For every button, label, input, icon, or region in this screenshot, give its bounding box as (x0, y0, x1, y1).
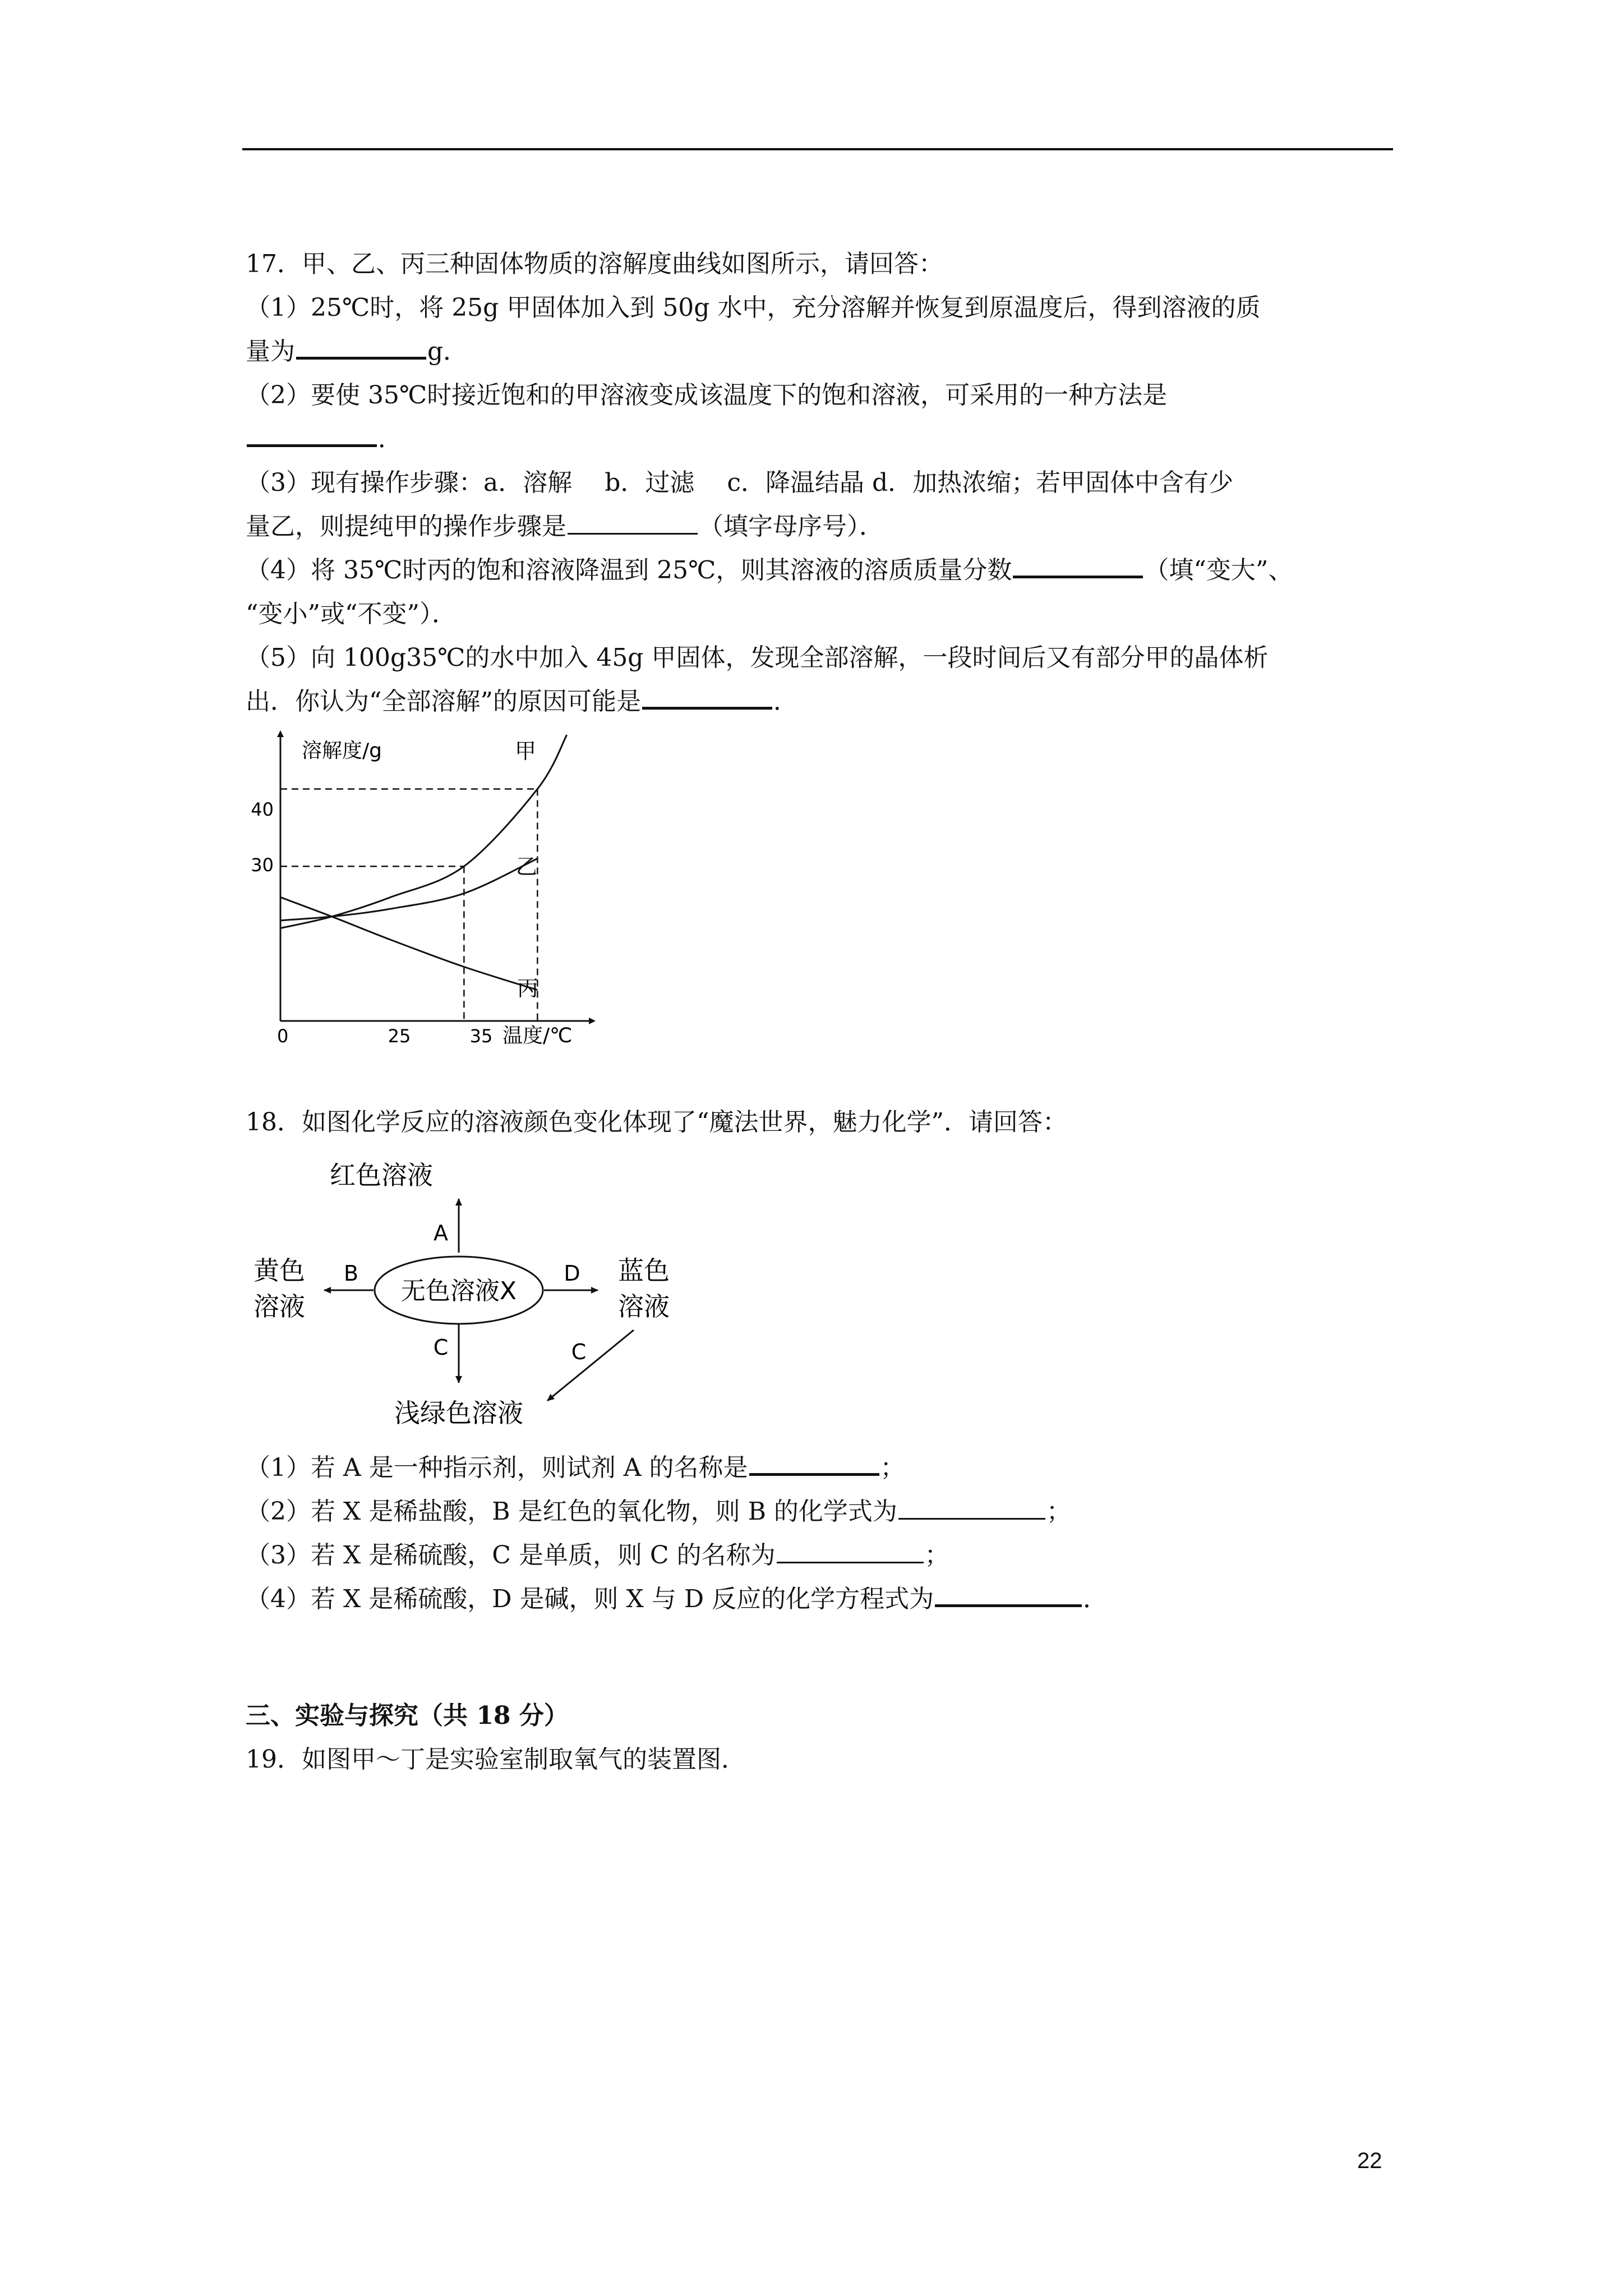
answer-blank-q17-5[interactable] (642, 682, 772, 710)
section-3-heading: 三、实验与探究（共 18 分） (246, 1701, 569, 1730)
x-tick-label-25: 25 (388, 1025, 411, 1047)
answer-blank-q18-2[interactable] (898, 1493, 1045, 1520)
q17-part1-suffix: g． (427, 337, 468, 366)
q17-part5-line2 (246, 680, 1401, 724)
q18-part2-prefix: （2）若 X 是稀盐酸，B 是红色的氧化物，则 B 的化学式为 (246, 1497, 897, 1526)
question-17 (246, 242, 1401, 724)
q17-part4-prefix: （4）将 35℃时丙的饱和溶液降温到 25℃，则其溶液的溶质质量分数 (246, 556, 1012, 585)
label-a: A (434, 1221, 448, 1245)
solubility-curve-bing (280, 897, 537, 990)
q17-part5-suffix: ． (773, 687, 798, 716)
solubility-chart (241, 724, 600, 1060)
origin-label: 0 (277, 1025, 289, 1047)
x-axis-label: 温度/℃ (502, 1024, 573, 1047)
q17-stem: 17．甲、乙、丙三种固体物质的溶解度曲线如图所示，请回答： (246, 250, 943, 278)
x-tick-label-35: 35 (469, 1025, 493, 1047)
series-label-jia: 甲 (515, 739, 537, 763)
q17-part4-line2: “变小”或“不变”）． (246, 600, 457, 628)
node-left-yellow-1: 黄色 (253, 1255, 305, 1286)
label-d: D (564, 1261, 580, 1286)
label-c-diagonal: C (571, 1340, 587, 1364)
q17-part3-line1: （3）现有操作步骤：a．溶解 b．过滤 c．降温结晶 d．加热浓缩；若甲固体中含有少 (246, 468, 1234, 497)
node-right-blue-2: 溶液 (618, 1291, 670, 1322)
node-top-red-solution: 红色溶液 (330, 1160, 433, 1190)
answer-blank-q18-1[interactable] (749, 1448, 879, 1476)
q18-part1-suffix: ； (880, 1453, 905, 1482)
y-tick-label-40: 40 (251, 799, 274, 820)
header-rule (242, 148, 1393, 150)
q18-part3-suffix: ； (924, 1541, 949, 1570)
q18-part3 (246, 1534, 1401, 1577)
label-c-center: C (433, 1335, 449, 1360)
answer-blank-q17-4[interactable] (1013, 551, 1143, 578)
q18-part3-prefix: （3）若 X 是稀硫酸，C 是单质，则 C 的名称为 (246, 1541, 776, 1570)
arrow-c-diagonal (547, 1330, 634, 1401)
q17-part3-prefix: 量乙，则提纯甲的操作步骤是 (246, 512, 566, 541)
q18-part2 (246, 1490, 1401, 1534)
solubility-curve-jia (280, 735, 567, 928)
answer-blank-q17-3[interactable] (568, 508, 698, 535)
series-label-bing: 丙 (517, 976, 539, 1001)
q17-part5-line1: （5）向 100g35℃的水中加入 45g 甲固体，发现全部溶解，一段时间后又有部分甲的晶体析 (246, 643, 1269, 672)
q17-part3-suffix: （填字母序号）． (699, 512, 884, 541)
node-bottom-light-green-solution: 浅绿色溶液 (394, 1398, 523, 1428)
q18-part4-suffix: ． (1083, 1585, 1108, 1613)
node-center-colorless-solution-x: 无色溶液X (400, 1277, 517, 1305)
answer-blank-q18-3[interactable] (777, 1537, 924, 1563)
q17-part2-suffix: ． (378, 425, 403, 453)
answer-blank-q17-2[interactable] (247, 420, 377, 447)
q17-part3-line2 (246, 505, 1401, 549)
q17-part1-prefix: 量为 (246, 337, 295, 366)
answer-blank-q18-4[interactable] (935, 1580, 1082, 1607)
q17-part2-line2 (246, 417, 1401, 461)
q19-stem: 19．如图甲～丁是实验室制取氧气的装置图． (246, 1745, 746, 1774)
node-right-blue-1: 蓝色 (618, 1255, 670, 1286)
q18-part1-prefix: （1）若 A 是一种指示剂，则试剂 A 的名称是 (246, 1453, 748, 1482)
q18-part2-suffix: ； (1046, 1497, 1071, 1526)
q18-stem: 18．如图化学反应的溶液颜色变化体现了“魔法世界，魅力化学”．请回答： (246, 1108, 1067, 1137)
page-number: 22 (1357, 2148, 1382, 2173)
question-18-stem (246, 1101, 1401, 1144)
color-change-diagram (241, 1153, 746, 1439)
node-left-yellow-2: 溶液 (253, 1291, 305, 1322)
q17-part1-line1: （1）25℃时，将 25g 甲固体加入到 50g 水中，充分溶解并恢复到原温度后，得到溶液的质 (246, 293, 1261, 322)
q17-part4-line1 (246, 549, 1401, 592)
answer-blank-q17-1[interactable] (296, 332, 426, 360)
series-label-yi: 乙 (516, 854, 538, 879)
q17-part1-line2 (246, 330, 1401, 374)
q18-part4 (246, 1577, 1401, 1621)
y-axis-label: 溶解度/g (302, 739, 382, 762)
q17-part2-line1: （2）要使 35℃时接近饱和的甲溶液变成该温度下的饱和溶液，可采用的一种方法是 (246, 381, 1168, 409)
q18-part4-prefix: （4）若 X 是稀硫酸，D 是碱，则 X 与 D 反应的化学方程式为 (246, 1585, 934, 1613)
q18-part1 (246, 1446, 1401, 1490)
label-b: B (343, 1261, 359, 1286)
question-18-parts (246, 1446, 1401, 1621)
y-tick-label-30: 30 (251, 854, 274, 876)
section-3 (246, 1694, 1401, 1782)
q17-part5-prefix: 出．你认为“全部溶解”的原因可能是 (246, 687, 641, 716)
q17-part4-suffix: （填“变大”、 (1144, 556, 1293, 585)
